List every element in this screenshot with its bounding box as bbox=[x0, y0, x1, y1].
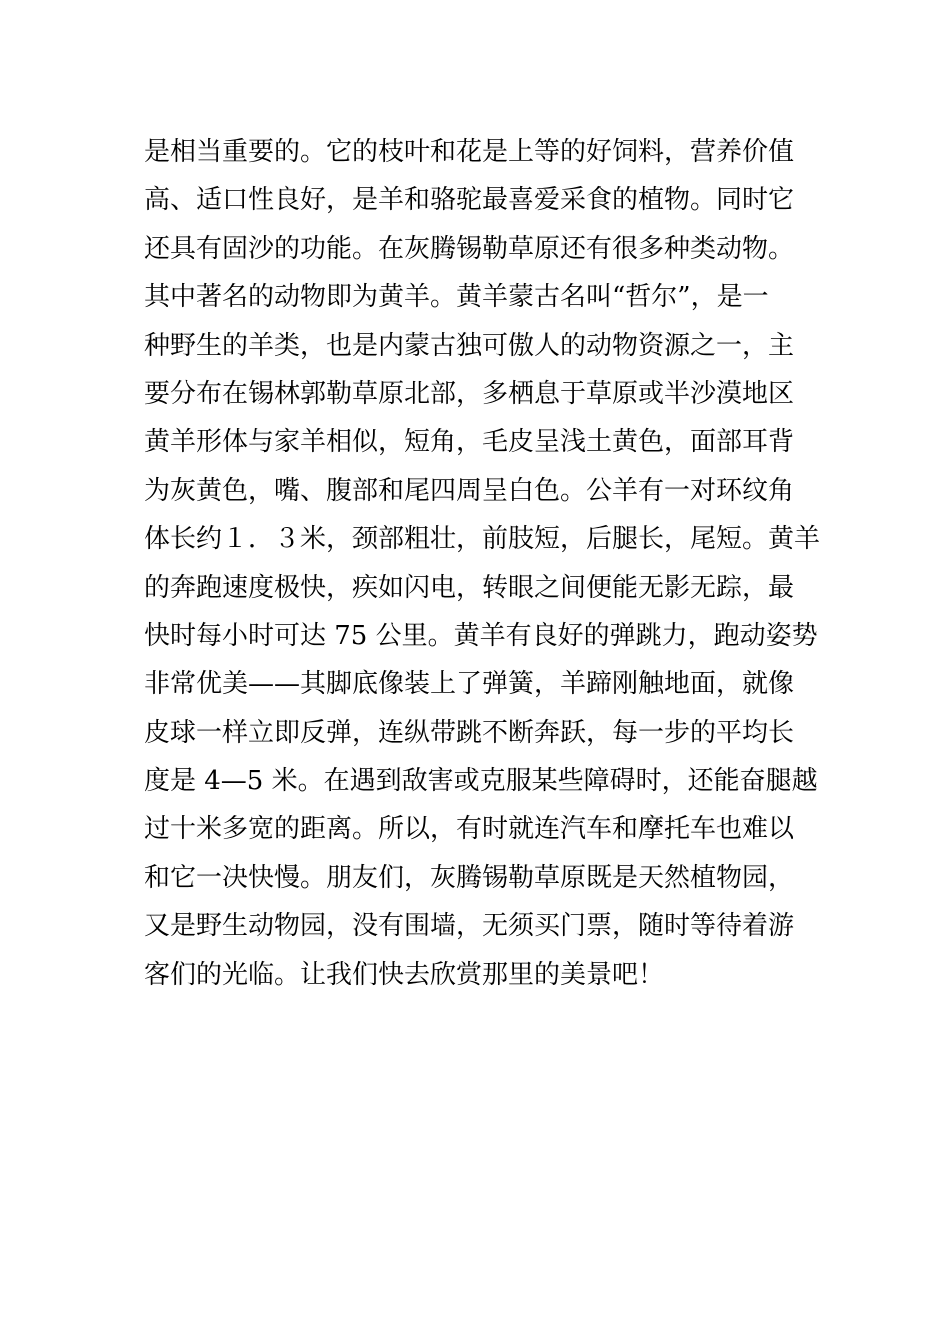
text-line-17: 又是野生动物园，没有围墙，无须买门票，随时等待着游 bbox=[144, 911, 795, 942]
text-line-11: 快时每小时可达 75 公里。黄羊有良好的弹跳力，跑动姿势 bbox=[144, 620, 818, 651]
text-line-8: 为灰黄色，嘴、腹部和尾四周呈白色。公羊有一对环纹角 bbox=[144, 475, 795, 506]
text-line-5: 种野生的羊类，也是内蒙古独可傲人的动物资源之一，主 bbox=[144, 330, 795, 361]
text-line-1: 是相当重要的。它的枝叶和花是上等的好饲料，营养价值 bbox=[144, 137, 795, 167]
text-line-6: 要分布在锡林郭勒草原北部，多栖息于草原或半沙漠地区 bbox=[144, 378, 795, 409]
text-line-2: 高、适口性良好，是羊和骆驼最喜爱采食的植物。同时它 bbox=[144, 185, 795, 216]
text-line-9: 体长约１．３米，颈部粗壮，前肢短，后腿长，尾短。黄羊 bbox=[144, 524, 821, 555]
body-text bbox=[144, 128, 824, 999]
text-line-18: 客们的光临。让我们快去欣赏那里的美景吧！ bbox=[144, 959, 665, 990]
text-line-10: 的奔跑速度极快，疾如闪电，转眼之间便能无影无踪，最 bbox=[144, 572, 795, 603]
text-line-14: 度是 4—5 米。在遇到敌害或克服某些障碍时，还能奋腿越 bbox=[144, 766, 818, 797]
text-line-12: 非常优美——其脚底像装上了弹簧，羊蹄刚触地面，就像 bbox=[144, 669, 795, 700]
text-line-13: 皮球一样立即反弹，连纵带跳不断奔跃，每一步的平均长 bbox=[144, 717, 795, 748]
text-line-15: 过十米多宽的距离。所以，有时就连汽车和摩托车也难以 bbox=[144, 814, 795, 845]
text-line-4: 其中著名的动物即为黄羊。黄羊蒙古名叫“哲尔”，是一 bbox=[144, 282, 769, 313]
text-line-16: 和它一决快慢。朋友们，灰腾锡勒草原既是天然植物园， bbox=[144, 862, 795, 893]
text-line-7: 黄羊形体与家羊相似，短角，毛皮呈浅土黄色，面部耳背 bbox=[144, 427, 795, 458]
text-line-3: 还具有固沙的功能。在灰腾锡勒草原还有很多种类动物。 bbox=[144, 233, 795, 264]
